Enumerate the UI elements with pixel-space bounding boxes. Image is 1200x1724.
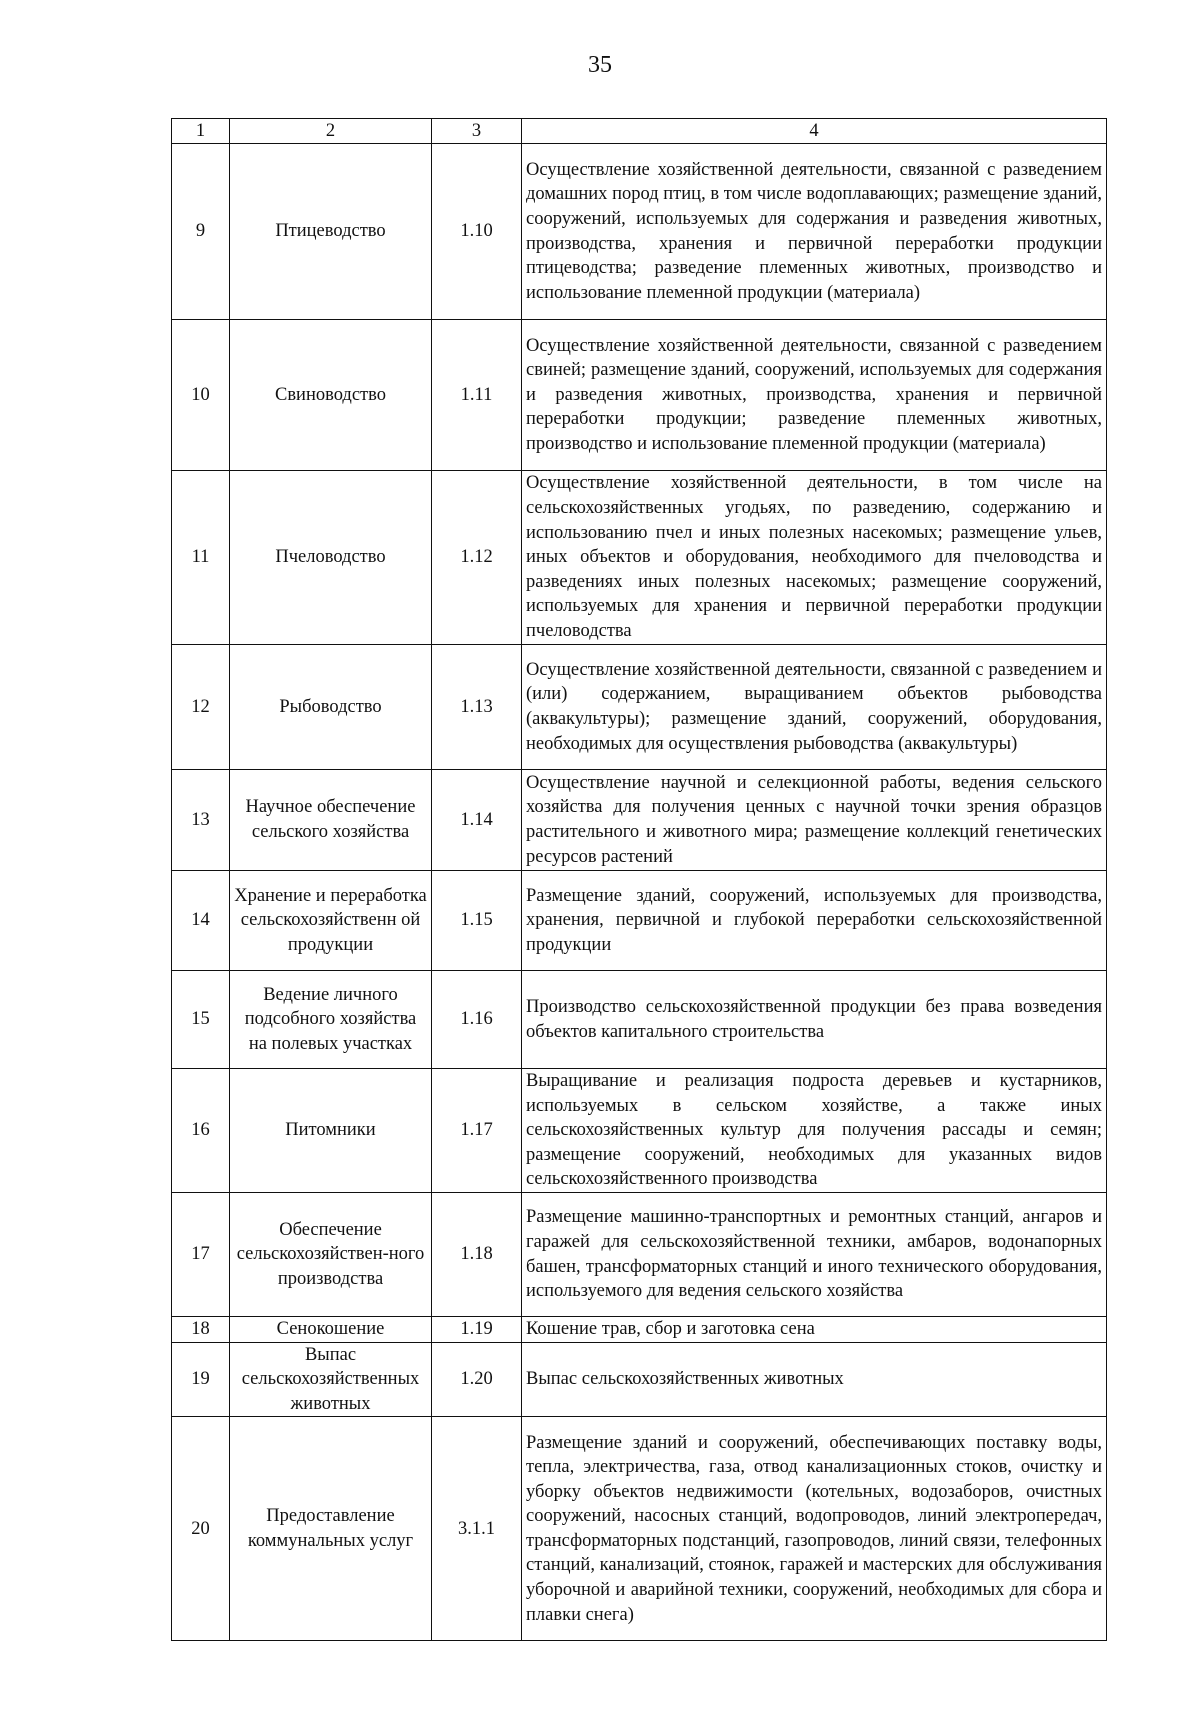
row-description: Осуществление хозяйственной деятельности, связанной с разведением и (или) содержанием, выращиванием объектов рыбоводства (аквакультуры); размещение зданий, сооружений, оборудования, необходимых для осуществления рыбоводства (аквакультуры) (522, 645, 1107, 770)
row-code: 1.12 (432, 471, 522, 645)
row-number: 15 (172, 971, 230, 1069)
row-number: 14 (172, 871, 230, 971)
row-description: Производство сельскохозяйственной продукции без права возведения объектов капитального строительства (522, 971, 1107, 1069)
row-code: 1.16 (432, 971, 522, 1069)
table-header-row (172, 119, 1107, 144)
row-description: Осуществление хозяйственной деятельности, связанной с разведением свиней; размещение зданий, сооружений, используемых для содержания и разведения животных, производства, хранения и первичной переработки продукции; разведение племенных животных, производство и использование племенной продукции (материала) (522, 320, 1107, 471)
row-description: Выращивание и реализация подроста деревьев и кустарников, используемых в сельском хозяйстве, а также иных сельскохозяйственных культур для получения рассады и семян; размещение сооружений, необходимых для указанных видов сельскохозяйственного производства (522, 1069, 1107, 1193)
row-code: 1.18 (432, 1193, 522, 1317)
table-row (172, 1342, 1107, 1417)
row-name: Ведение личного подсобного хозяйства на полевых участках (230, 971, 432, 1069)
table-row (172, 971, 1107, 1069)
table-row (172, 144, 1107, 320)
table-row (172, 1069, 1107, 1193)
row-code: 1.19 (432, 1317, 522, 1343)
row-name: Научное обеспечение сельского хозяйства (230, 770, 432, 871)
row-name: Рыбоводство (230, 645, 432, 770)
row-name: Птицеводство (230, 144, 432, 320)
table-row (172, 770, 1107, 871)
row-code: 1.14 (432, 770, 522, 871)
row-description: Выпас сельскохозяйственных животных (522, 1342, 1107, 1417)
row-name: Пчеловодство (230, 471, 432, 645)
row-number: 10 (172, 320, 230, 471)
table-row (172, 320, 1107, 471)
table-row (172, 645, 1107, 770)
row-number: 13 (172, 770, 230, 871)
header-col-1: 1 (172, 119, 230, 144)
row-name: Свиноводство (230, 320, 432, 471)
row-description: Размещение машинно-транспортных и ремонтных станций, ангаров и гаражей для сельскохозяйственной техники, амбаров, водонапорных башен, трансформаторных станций и иного технического оборудования, используемого для ведения сельского хозяйства (522, 1193, 1107, 1317)
row-name: Предоставление коммунальных услуг (230, 1417, 432, 1641)
table-row (172, 1193, 1107, 1317)
table-row (172, 1317, 1107, 1343)
row-number: 20 (172, 1417, 230, 1641)
row-code: 1.17 (432, 1069, 522, 1193)
row-code: 3.1.1 (432, 1417, 522, 1641)
row-number: 19 (172, 1342, 230, 1417)
table-row (172, 871, 1107, 971)
row-code: 1.10 (432, 144, 522, 320)
row-description: Осуществление хозяйственной деятельности, связанной с разведением домашних пород птиц, в том числе водоплавающих; размещение зданий, сооружений, используемых для содержания и разведения животных, производства, хранения и первичной переработки продукции птицеводства; разведение племенных животных, производство и использование племенной продукции (материала) (522, 144, 1107, 320)
table-row (172, 471, 1107, 645)
row-code: 1.15 (432, 871, 522, 971)
row-number: 17 (172, 1193, 230, 1317)
row-description: Кошение трав, сбор и заготовка сена (522, 1317, 1107, 1343)
land-use-table (171, 118, 1107, 1641)
row-code: 1.13 (432, 645, 522, 770)
page-number: 35 (588, 52, 612, 78)
row-number: 18 (172, 1317, 230, 1343)
header-col-4: 4 (522, 119, 1107, 144)
row-name: Выпас сельскохозяйственных животных (230, 1342, 432, 1417)
row-number: 11 (172, 471, 230, 645)
row-name: Обеспечение сельскохозяйствен-ного производства (230, 1193, 432, 1317)
row-code: 1.11 (432, 320, 522, 471)
row-name: Сенокошение (230, 1317, 432, 1343)
row-number: 16 (172, 1069, 230, 1193)
header-col-2: 2 (230, 119, 432, 144)
row-description: Осуществление научной и селекционной работы, ведения сельского хозяйства для получения ценных с научной точки зрения образцов растительного и животного мира; размещение коллекций генетических ресурсов растений (522, 770, 1107, 871)
row-description: Осуществление хозяйственной деятельности, в том числе на сельскохозяйственных угодьях, по разведению, содержанию и использованию пчел и иных полезных насекомых; размещение ульев, иных объектов и оборудования, необходимого для пчеловодства и разведениях иных полезных насекомых; размещение сооружений, используемых для хранения и первичной переработки продукции пчеловодства (522, 471, 1107, 645)
row-name: Питомники (230, 1069, 432, 1193)
table-row (172, 1417, 1107, 1641)
header-col-3: 3 (432, 119, 522, 144)
row-number: 9 (172, 144, 230, 320)
row-description: Размещение зданий и сооружений, обеспечивающих поставку воды, тепла, электричества, газа, отвод канализационных стоков, очистку и уборку объектов недвижимости (котельных, водозаборов, очистных сооружений, насосных станций, водопроводов, линий электропередач, трансформаторных подстанций, газопроводов, линий связи, телефонных станций, канализаций, стоянок, гаражей и мастерских для обслуживания уборочной и аварийной техники, сооружений, необходимых для сбора и плавки снега) (522, 1417, 1107, 1641)
row-code: 1.20 (432, 1342, 522, 1417)
row-description: Размещение зданий, сооружений, используемых для производства, хранения, первичной и глубокой переработки сельскохозяйственной продукции (522, 871, 1107, 971)
row-name: Хранение и переработка сельскохозяйственн ой продукции (230, 871, 432, 971)
row-number: 12 (172, 645, 230, 770)
